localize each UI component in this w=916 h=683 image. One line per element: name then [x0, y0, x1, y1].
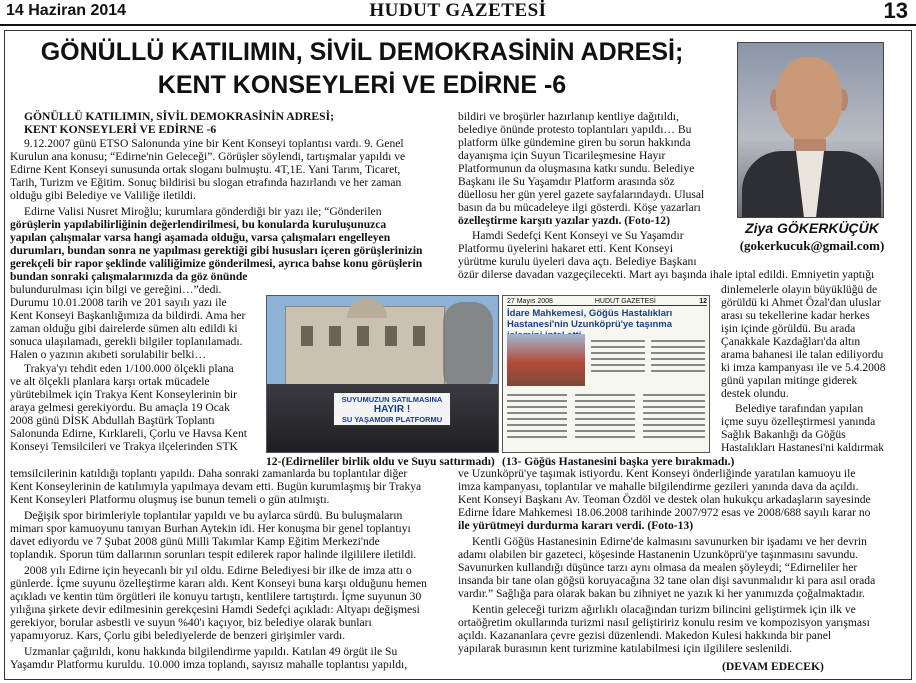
subhead-line-1: GÖNÜLLÜ KATILIMIN, SİVİL DEMOKRASİNİN ADRESİ;: [24, 110, 334, 123]
body-line: Hamdi Sedefçi Kent Konseyi ve Su Yaşamdır: [472, 229, 684, 242]
body-line: günlerde. İçme suyunu özelleştirme kararı aldı. Kent Konseyi buna karşı olduğunu hemen: [10, 577, 427, 590]
protest-photo: [266, 295, 499, 453]
headline-line-2: KENT KONSEYLERİ VE EDİRNE -6: [157, 71, 567, 99]
body-line: sonuca ulaşılamadı, gerekli bilgiler toplanılamadı.: [10, 335, 243, 348]
subhead-line-2: KENT KONSEYLERİ VE EDİRNE -6: [24, 123, 217, 136]
body-line: basın da bu mücadeleye ilgi gösterdi. Köşe yazarları: [458, 201, 701, 214]
body-line: Trakya'yı tehdit eden 1/100.000 ölçekli plana: [24, 362, 234, 375]
body-line: içme suyu özelleştirmesi yanında: [721, 415, 876, 428]
body-line: dayanışma için Suyun Ticarileşmesine Hayır: [458, 149, 666, 162]
body-line: Uzmanlar çağırıldı, konu hakkında bilgilendirme yapıldı. Katılan 49 örgüt ile Su: [24, 645, 398, 658]
body-line: adamı olabilen bir gazeteci, köşesinde Hastanenin Uzunköprü'ye taşınmasını savundu.: [458, 548, 859, 561]
body-line: yürütebilmek için Trakya Kent Konseylerinin bir: [10, 388, 238, 401]
body-line: Başkanı ile Su Yaşamdır Platform arasında söz: [458, 175, 675, 188]
body-line-bold: yapılan çalışmalar varsa hangi aşamada olduğu, varsa çalışmaları engelleyen: [10, 231, 391, 244]
body-line: toplandık. Sporun tüm dallarının sorunları tespit edilerek rapor halinde ilgililere iletildi.: [10, 548, 417, 561]
body-line: yılığına şirkete devir edilmesinin gerekçesini Hamdi Sedefçi açıkladı: Altyapı değişmesi: [10, 603, 420, 616]
clipping-photo: [507, 334, 585, 386]
body-line: Yaşamdır Platformu kuruldu. 10.000 imza toplandı, sayısız mahalle toplantısı yapıldı,: [10, 658, 408, 671]
protest-banner: SUYUMUZUN SATILMASINA HAYIR ! SU YAŞAMDIR PLATFORMU: [333, 392, 451, 426]
continued-note: (DEVAM EDECEK): [722, 660, 824, 673]
body-line: ve Uzunköprü'ye taşımak istiyordu. Kent Konseyi önderliğinde yaratılan kamuoyu ile: [458, 467, 856, 480]
body-line: ortaöğretim okullarında turizmi nasıl geliştiririz konulu resim ve kompozisyon yarışması: [458, 616, 870, 629]
body-line: yürütme kurulu üyeleri dava açtı. Belediye Başkanı: [458, 255, 697, 268]
body-line: Kentli Göğüs Hastanesinin Edirne'de kalmasını savunurken bir işadamı ve her devrin: [472, 535, 867, 548]
body-line: gerekiyor, borular asbestli ve suyun %40'ı kaçıyor, biz belediye olarak bunları: [10, 616, 372, 629]
page-number: 13: [883, 0, 908, 23]
photo-caption-12: 12-(Edirneliler birlik oldu ve Suyu sattırmadı): [266, 455, 495, 468]
body-line-bold: durumları, bundan sonra ne yapılması gerektiği gibi hususları içeren görüşlerinizin: [10, 244, 423, 257]
body-line: olduğu gibi Belediye ve Valiliğe iletildi.: [10, 189, 196, 202]
body-line: Durumu 10.01.2008 tarih ve 201 sayılı yazı ile: [10, 296, 227, 309]
body-line: Kentin geleceği turizm ağırlıklı olacağından turizm bilincini geliştirmek için ilk ve: [472, 603, 856, 616]
body-line: düellosu her gün yerel gazete sayfalarındaydı. Ulusal: [458, 188, 705, 201]
body-line: günü yapılan mitinge giderek: [721, 374, 858, 387]
body-line: yapamıyoruz. Kars, Çorlu gibi belediyelerde de benzeri girişimler vardı.: [10, 629, 346, 642]
body-line: Çanakkale Kazdağları'da altın: [721, 335, 861, 348]
body-line: Platformunun da oluşmasına katkı sundu. Belediye: [458, 162, 695, 175]
author-photo: [737, 42, 884, 218]
body-line: Halen o yazının akıbeti sorulabilir belki…: [10, 348, 207, 361]
body-line: ki imza kampanyası ile ve 5.4.2008: [721, 361, 886, 374]
body-line: dinlemelerle olayın büyüklüğü de: [721, 283, 878, 296]
body-line-bold: gerekçeli bir rapor şeklinde valiliğimize gönderilmesi, ayrıca bahse konu görüşlerin: [10, 257, 423, 270]
body-line: özelleştirme karşıtı yazılar yazdı. (Foto-12): [458, 214, 670, 227]
body-line: arama bahanesi ile talan ediliyordu: [721, 348, 884, 361]
body-line: Edirne Kent Konseyi sunusunda ortak sloganı bulmuştu. 4T,1E. Yani Tarım, Ticaret,: [10, 163, 401, 176]
body-line: arası su tekellerine kadar herkes: [721, 309, 870, 322]
body-line: Kent Konseylerinin de katılımıyla yapılmaya devam etti. Bugün kurumlaşmış bir Trakya: [10, 480, 422, 493]
body-line: özür dilerse davadan vazgeçilecekti. Mart ayı başında ihale iptal edildi. Emniyetin yaptığı: [458, 268, 875, 281]
body-line: Platformu üyelerini hakaret etti. Kent Konseyi: [458, 242, 674, 255]
author-name: Ziya GÖKERKÜÇÜK: [745, 220, 879, 236]
body-line: Tarih, Turizm ve Eğitim. Sonuç bildirisi bu slogan etrafında hazırlandı ve her zaman: [10, 176, 402, 189]
newspaper-name: HUDUT GAZETESİ: [369, 0, 547, 21]
body-line: 9.12.2007 günü ETSO Salonunda yine bir Kent Konseyi toplantısı vardı. 9. Genel: [24, 137, 404, 150]
body-line: görüldü ki Ahmet Özal'dan uluslar: [721, 296, 881, 309]
body-line: vardır.” Sağlığa para olarak bakan bu zihniyet ne yazık ki her yanımızda çoğalmaktadır.: [458, 587, 865, 600]
body-line: Kent Konseyi Başkanlığımıza da bildirdi. Ama her: [10, 309, 246, 322]
body-line: Değişik spor birimleriyle toplantılar yapıldı ve bu aylarca sürdü. Bu buluşmaların: [24, 509, 403, 522]
body-line: 2008 günü DİSK Abdullah Baştürk Toplantı: [10, 414, 215, 427]
body-line: 2008 yılı Edirne için heyecanlı bir yıl oldu. Edirne Belediyesi bir ilke de imza attı o: [24, 564, 412, 577]
body-line: bulundurulması için bilgi ve gereğini…”dedi.: [10, 283, 222, 296]
body-line: imza kampanyası, toplantılar ve mahalle bilgilendirme gezileri yanında dava da açıldı.: [458, 480, 859, 493]
body-line: Hastalıkları Hastanesi'ni kaldırmak: [721, 441, 885, 454]
body-line: Belediye tarafından yapılan: [735, 402, 864, 415]
newspaper-clipping: [502, 295, 710, 453]
body-line: açıkladı ve kentin tüm örgütleri ile konuyu tartıştı, kentlilere tartıştırdı. İçme suyunun 30: [10, 590, 422, 603]
body-line: platform ülke gündemine giren bu sorun hakkında: [458, 136, 691, 149]
body-line: Konseyi Temsilcileri ve Trakya ilçelerinden STK: [10, 440, 238, 453]
body-line: Edirne İdare Mahkemesi 18.06.2008 tarihinde 2007/972 esas ve 2008/688 sayılı karar no: [458, 506, 871, 519]
body-line: davet ediyordu ve 7 Şubat 2008 günü Milli Takımlar Kamp Eğitim Merkezi'nde: [10, 535, 380, 548]
body-line: işin içinde görüldü. Bu arada: [721, 322, 856, 335]
body-line: Edirne Valisi Nusret Miroğlu; kurumlara gönderdiği bir yazı ile; “Gönderilen: [24, 205, 382, 218]
body-line: Salonunda Edirne, Kırklareli, Çorlu ve Havsa Kent: [10, 427, 247, 440]
body-line: yapılarak burasının kent turizmine katılabilmesi için ilgililere seslenildi.: [458, 642, 793, 655]
body-line: Kent Konseyi Başkanı Av. Teoman Özdöl ve destek olan hukukçu arkadaşların sayesinde: [458, 493, 871, 506]
body-line: araya gelmesi gerekiyordu. Bu amaçla 19 Ocak: [10, 401, 230, 414]
body-line: destek olundu.: [721, 387, 789, 400]
body-line: Sağlık Bakanlığı da Göğüs: [721, 428, 846, 441]
clipping-title: İdare Mahkemesi, Göğüs Hastalıkları Hastanesi'nin Uzunköprü'ye taşınma: [507, 308, 673, 330]
body-line: insanda bir tane olan göğsü koruyacağına 32 tane olan dişi savunmalıdır ki para asıl orada: [458, 574, 876, 587]
body-line: temsilcilerinin katıldığı toplantı yapıldı. Daha sonraki zamanlarda bu toplantılar diğer: [10, 467, 408, 480]
body-line: Savunurken kullandığı düşünce tarzı aynı olmasa da mealen şöyleydi; “Edirneliler her: [458, 561, 858, 574]
issue-date: 14 Haziran 2014: [6, 2, 127, 19]
body-line: açıldı. Kazananlara çevre gezisi düzenlendi. Makedon Kulesi hakkında bir panel: [458, 629, 832, 642]
body-line: Kent Konseyleri Platformu oluşmuş ise bunun temeli o gün atılmıştı.: [10, 493, 330, 506]
body-line: zaman olduğu gibi dairelerde sümen altı edildi ki: [10, 322, 238, 335]
body-line: mimarı spor kamuoyunu tanıyan Burhan Aytekin idi. Her konuşma bir genel toplantıyı: [10, 522, 411, 535]
header-rule: [0, 24, 916, 26]
author-email: (gokerkucuk@gmail.com): [739, 238, 885, 253]
headline-line-1: GÖNÜLLÜ KATILIMIN, SİVİL DEMOKRASİNİN ADRESİ;: [40, 38, 684, 66]
photo-caption-13: (13- Göğüs Hastanesini başka yere bırakmadı.): [502, 455, 735, 468]
clipping-header: 27 Mayıs 2008 HUDUT GAZETESİ 12: [507, 298, 707, 305]
body-line: ile yürütmeyi durdurma kararı verdi. (Foto-13): [458, 519, 694, 532]
body-line: ve alt ölçekli planlara karşı ortak mücadele: [10, 375, 210, 388]
body-line: Kurulun ana konusu; “Edirne'nin Geleceği”. Görüşler söylendi, tartışmalar yapıldı ve: [10, 150, 406, 163]
body-line: bildiri ve broşürler hazırlanıp kentliye dağıtıldı,: [458, 110, 679, 123]
body-line-bold: bundan sonraki çalışmalarınızda da göz önünde: [10, 270, 248, 283]
body-line: belediye önünde protesto toplantıları yapıldı… Bu: [458, 123, 692, 136]
body-line-bold: görüşlerin yapılabilirliğinin değerlendirilmesi, bu konularda kuruluşunuzca: [10, 218, 387, 231]
